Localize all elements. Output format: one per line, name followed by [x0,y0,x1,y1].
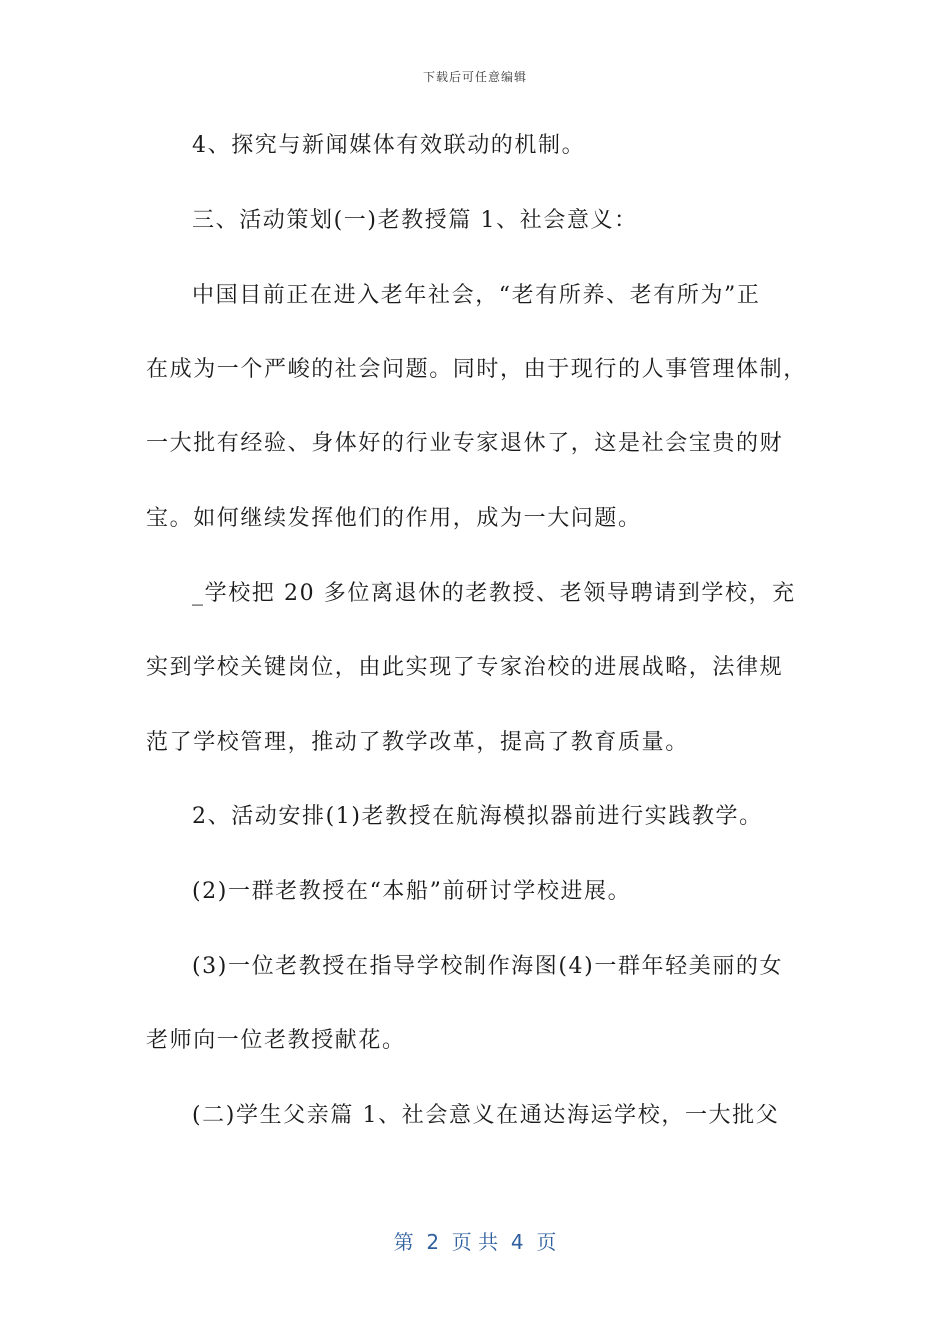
page-number: 第 2 页 共 4 页 [393,1230,557,1254]
paragraph-line: 一大批有经验、身体好的行业专家退休了，这是社会宝贵的财 [146,431,784,456]
section-heading: 三、活动策划(一)老教授篇 1、社会意义： [192,208,638,233]
paragraph-line: 实到学校关键岗位，由此实现了专家治校的进展战略，法律规 [146,655,784,680]
paragraph-line: 在成为一个严峻的社会问题。同时，由于现行的人事管理体制， [146,357,807,382]
paragraph-line: _学校把 20 多位离退休的老教授、老领导聘请到学校，充 [192,581,796,606]
header-note: 下载后可任意编辑 [422,70,527,84]
paragraph-line: 4、探究与新闻媒体有效联动的机制。 [192,133,586,158]
paragraph-line: (2)一群老教授在“本船”前研讨学校进展。 [192,879,632,904]
paragraph-line: (3)一位老教授在指导学校制作海图(4)一群年轻美丽的女 [192,954,784,979]
paragraph-line: 宝。如何继续发挥他们的作用，成为一大问题。 [146,506,642,531]
paragraph-line: 老师向一位老教授献花。 [146,1028,406,1053]
paragraph-line: 中国目前正在进入老年社会，“老有所养、老有所为”正 [192,283,761,308]
paragraph-line: 2、活动安排(1)老教授在航海模拟器前进行实践教学。 [192,804,763,829]
paragraph-line: (二)学生父亲篇 1、社会意义在通达海运学校，一大批父 [192,1103,780,1128]
paragraph-line: 范了学校管理，推动了教学改革，提高了教育质量。 [146,730,689,755]
